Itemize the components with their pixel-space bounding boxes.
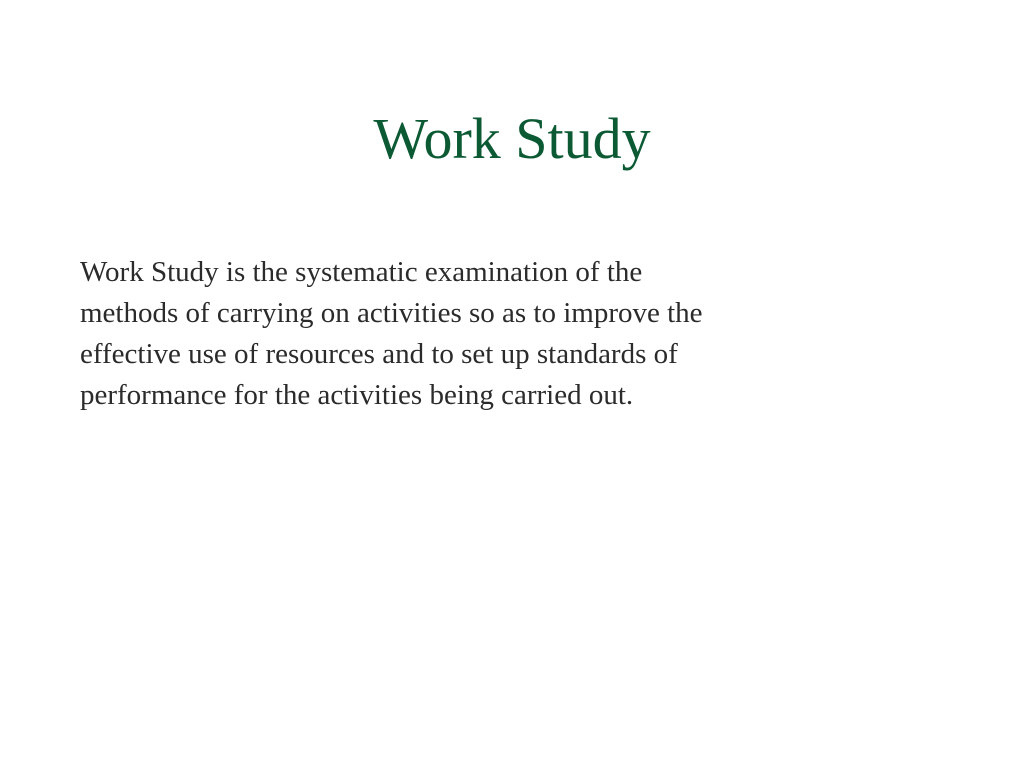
slide-body-text	[80, 252, 840, 416]
body-line: effective use of resources and to set up standards of	[80, 338, 678, 370]
body-line: performance for the activities being carried out.	[80, 379, 634, 411]
slide-title: Work Study	[373, 106, 651, 171]
body-line: methods of carrying on activities so as to improve the	[80, 297, 703, 329]
body-line: Work Study is the systematic examination of the	[80, 256, 643, 288]
